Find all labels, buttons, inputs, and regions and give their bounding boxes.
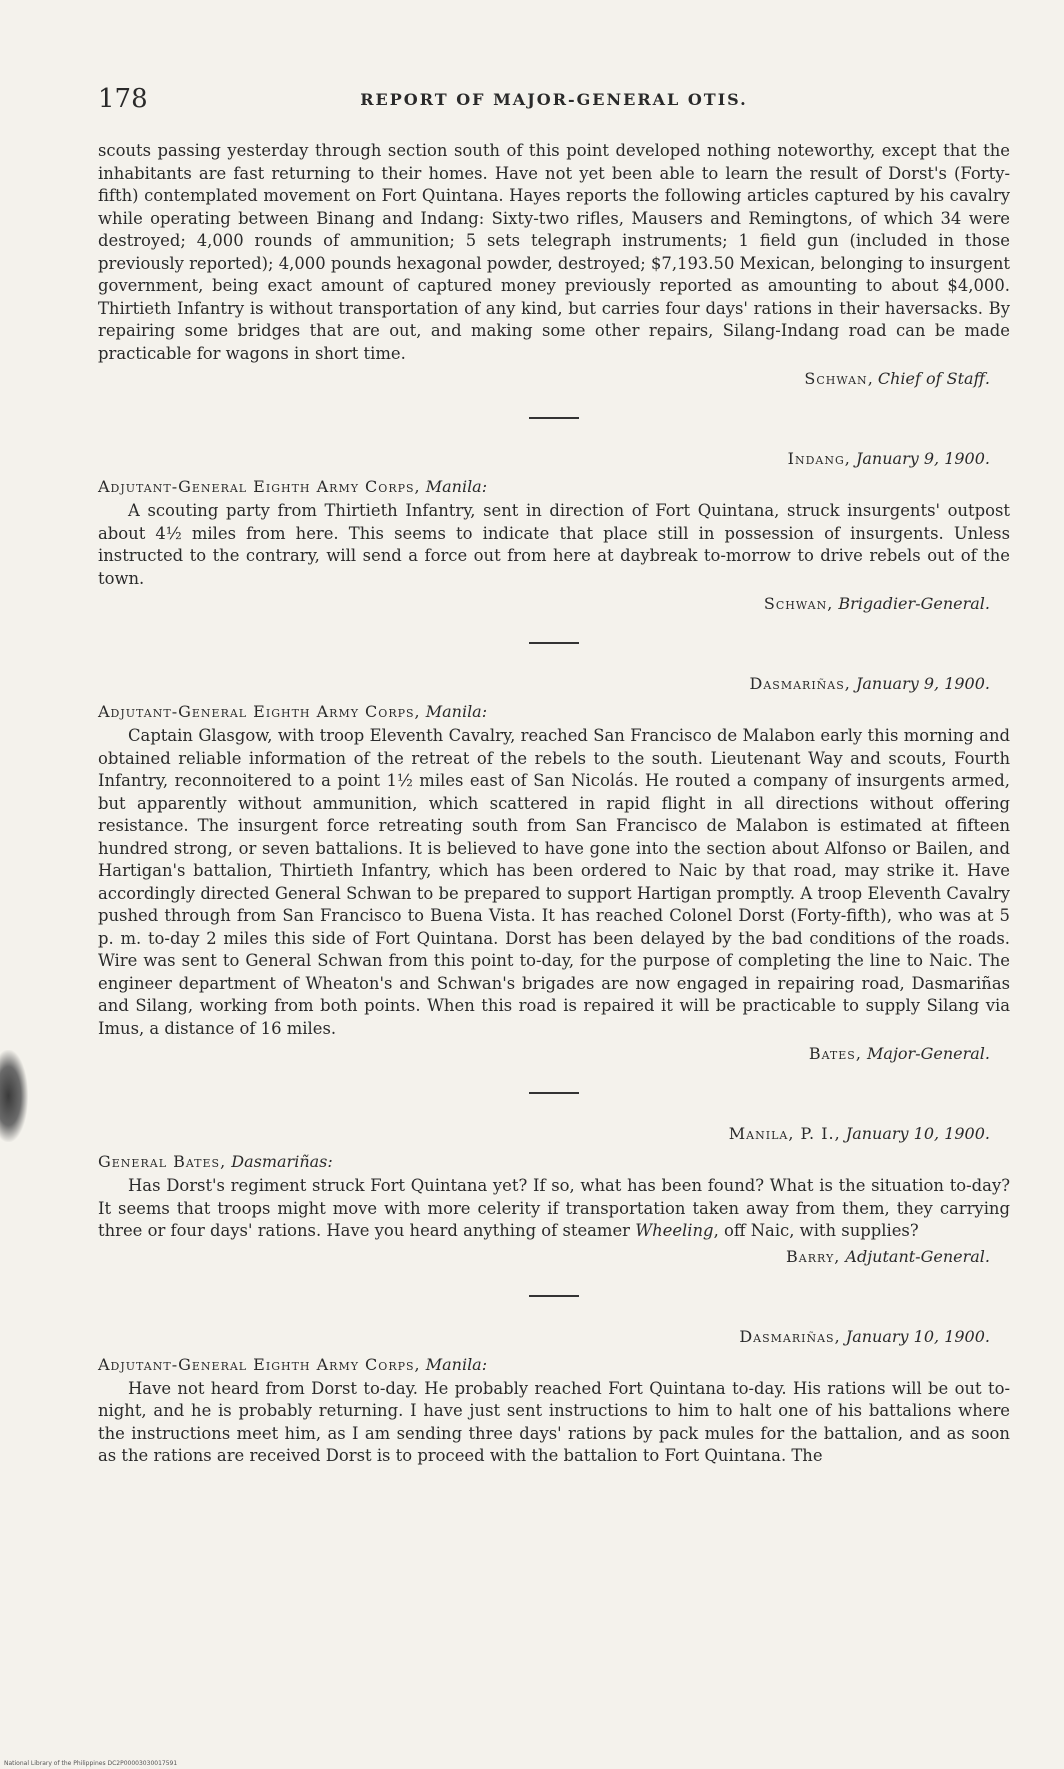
dateline-date: January 9, 1900. — [855, 449, 990, 468]
continuation-paragraph: scouts passing yesterday through section south of this point developed nothing noteworthy, except that the inhabitants are fast returning to their homes. Have not yet been able to learn the result of Dorst's (Forty-fifth) contemplated movement on Fort Quintana. Hayes reports the following articles captured by his cavalry while operating between Binang and Indang: Sixty-two rifles, Mausers and Remingtons, of which 34 were destroyed; 4,000 rounds of ammunition; 5 sets telegraph instruments; 1 field gun (included in those previously reported); 4,000 pounds hexagonal powder, destroyed; $7,193.50 Mexican, belonging to insurgent government, being exact amount of captured money previously reported as amounting to about $4,000. Thirtieth Infantry is without transportation of any kind, but carries four days' rations in their haversacks. By repairing some bridges that are out, and making some other repairs, Silang-Indang road can be made practicable for wagons in short time. — [98, 141, 1010, 363]
running-head: REPORT OF MAJOR-GENERAL OTIS. — [360, 90, 748, 109]
dateline-place: Dasmariñas, — [739, 1326, 841, 1346]
dateline — [98, 447, 990, 471]
signature: Schwan, Chief of Staff. — [804, 369, 990, 388]
addressee-location: Manila: — [425, 477, 488, 496]
telegram-text: Have not heard from Dorst to-day. He probably reached Fort Quintana to-day. His rations will be out to-night, and he is probably returning. I have just sent instructions to him to halt one of his battalions where the instructions meet him, as I am sending three days' rations by pack mules for the battalion, and as soon as the rations are received Dorst is to proceed with the battalion to Fort Quintana. The — [98, 1378, 1010, 1465]
dateline-date: January 9, 1900. — [855, 674, 990, 693]
addressee — [98, 1150, 1010, 1173]
dateline-place: Dasmariñas, — [749, 674, 851, 693]
dateline — [98, 1325, 990, 1349]
addressee-name: Adjutant-General Eighth Army Corps, — [98, 702, 421, 721]
telegram-text-part: Has Dorst's regiment struck Fort Quintana yet? If so, what has been found? What is the situation to-day? It seems that troops might move with more celerity if transportation taken away from them, they carrying three or four days' rations. Have you heard anything of steamer — [98, 1176, 1010, 1240]
dateline-date: January 10, 1900. — [845, 1326, 990, 1346]
addressee-location: Manila: — [425, 1354, 488, 1374]
section-divider — [529, 417, 579, 419]
page-edge-blot — [0, 1050, 28, 1142]
telegram-text: A scouting party from Thirtieth Infantry, sent in direction of Fort Quintana, struck insurgents' outpost about 4½ miles from here. This seems to indicate that place still in possession of insurgents. Unless instructed to the contrary, will send a force out from here at daybreak to-morrow to drive rebels out of the town. — [98, 501, 1010, 588]
addressee — [98, 1353, 1010, 1376]
signature — [98, 592, 990, 616]
addressee-location: Manila: — [425, 702, 488, 721]
section-divider — [529, 642, 579, 644]
addressee-name: Adjutant-General Eighth Army Corps, — [98, 477, 421, 496]
addressee — [98, 475, 1010, 498]
ship-name: Wheeling — [635, 1221, 714, 1240]
telegram-text-part: , off Naic, with supplies? — [713, 1221, 919, 1240]
dateline-place: Indang, — [787, 449, 851, 468]
addressee-name: Adjutant-General Eighth Army Corps, — [98, 1354, 421, 1374]
report-body — [98, 140, 1010, 1468]
dateline — [98, 1122, 990, 1146]
signature-title: Major-General. — [867, 1044, 990, 1063]
section-divider — [529, 1092, 579, 1094]
signature-name: Bates, — [808, 1044, 862, 1063]
dateline — [98, 672, 990, 696]
signature-title: Adjutant-General. — [845, 1246, 990, 1266]
section-divider — [529, 1295, 579, 1297]
addressee — [98, 700, 1010, 723]
page-header — [98, 84, 1010, 114]
signature-title: Brigadier-General. — [838, 594, 990, 613]
dateline-place: Manila, P. I., — [728, 1124, 841, 1143]
signature-name: Schwan — [804, 369, 868, 388]
dateline-date: January 10, 1900. — [845, 1124, 990, 1143]
signature-title: Chief of Staff. — [877, 369, 990, 388]
signature-name: Schwan, — [763, 594, 834, 613]
telegram-text — [98, 1175, 1010, 1243]
addressee-name: General Bates, — [98, 1152, 227, 1171]
page-number: 178 — [98, 84, 148, 114]
scan-footer: National Library of the Philippines DC2P00003030017591 — [4, 1760, 178, 1767]
signature — [98, 1245, 990, 1269]
telegram-text: Captain Glasgow, with troop Eleventh Cavalry, reached San Francisco de Malabon early this morning and obtained reliable information of the retreat of the rebels to the south. Lieutenant Way and scouts, Fourth Infantry, reconnoitered to a point 1½ miles east of San Nicolás. He routed a company of insurgents armed, but apparently without ammunition, which scattered in rapid flight in all directions without offering resistance. The insurgent force retreating south from San Francisco de Malabon is estimated at fifteen hundred strong, or seven battalions. It is believed to have gone into the section about Alfonso or Bailen, and Hartigan's battalion, Thirtieth Infantry, which has been ordered to Naic by that road, may strike it. Have accordingly directed General Schwan to be prepared to support Hartigan promptly. A troop Eleventh Cavalry pushed through from San Francisco to Buena Vista. It has reached Colonel Dorst (Forty-fifth), who was at 5 p. m. to-day 2 miles this side of Fort Quintana. Dorst has been delayed by the bad conditions of the roads. Wire was sent to General Schwan from this point to-day, for the purpose of completing the line to Naic. The engineer department of Wheaton's and Schwan's brigades are now engaged in repairing road, Dasmariñas and Silang, working from both points. When this road is repaired it will be practicable to supply Silang via Imus, a distance of 16 miles. — [98, 726, 1010, 1038]
signature — [98, 1042, 990, 1066]
addressee-location: Dasmariñas: — [231, 1152, 333, 1171]
signature-name: Barry, — [786, 1246, 841, 1266]
